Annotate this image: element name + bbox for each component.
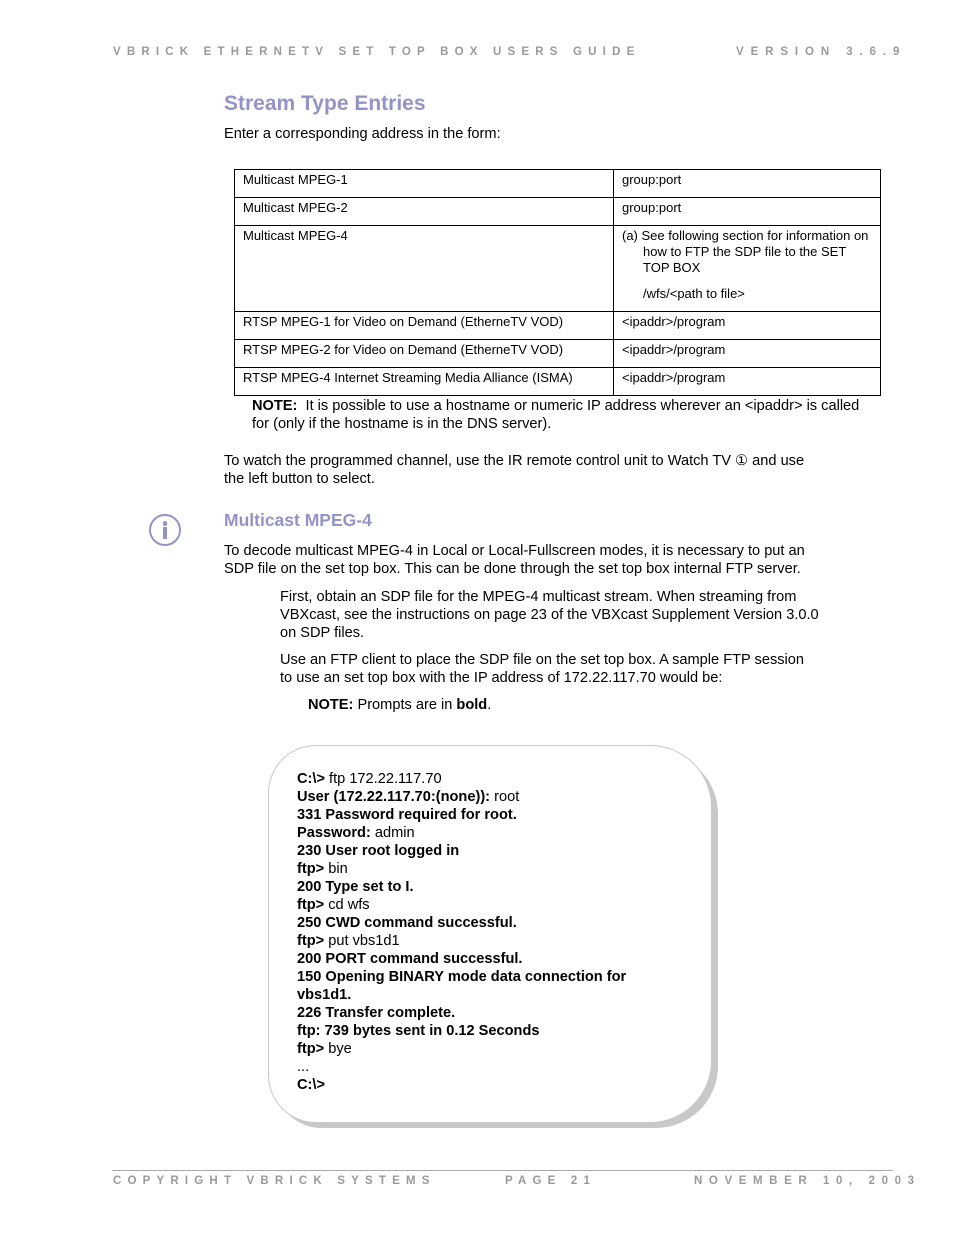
terminal-line: [297, 896, 626, 914]
terminal-prompt: ftp>: [297, 1041, 325, 1057]
watch-line: To watch the programmed channel, use the IR remote control unit to Watch TV ① and use: [224, 453, 805, 469]
ftp-session-transcript: [297, 770, 626, 1094]
terminal-input: cd wfs: [324, 897, 370, 913]
table-cell-address: group:port: [614, 198, 881, 226]
stream-type-table: [234, 169, 881, 396]
terminal-line: [297, 1076, 626, 1094]
note-text: Prompts are in: [353, 697, 457, 713]
section-intro: Enter a corresponding address in the form:: [224, 126, 501, 142]
note-prompts: [308, 696, 491, 714]
terminal-prompt: ftp: 739 bytes sent in 0.12 Seconds: [297, 1023, 540, 1039]
table-cell-address: [614, 226, 881, 312]
terminal-input: bye: [324, 1041, 352, 1057]
table-cell-type: Multicast MPEG-1: [235, 170, 614, 198]
terminal-line: [297, 1040, 626, 1058]
terminal-line: [297, 878, 626, 896]
paragraph-line: VBXcast, see the instructions on page 23 of the VBXcast Supplement Version 3.0.0: [280, 607, 819, 623]
paragraph-line: Use an FTP client to place the SDP file on the set top box. A sample FTP session: [280, 652, 805, 668]
terminal-prompt: 150 Opening BINARY mode data connection for: [297, 969, 627, 985]
terminal-input: root: [490, 789, 520, 805]
info-circle-icon: [149, 514, 181, 546]
running-header-title: VBRICK ETHERNETV SET TOP BOX USERS GUIDE: [113, 46, 641, 58]
paragraph-line: To decode multicast MPEG-4 in Local or Local-Fullscreen modes, it is necessary to put an: [224, 543, 805, 559]
footer-rule: [112, 1170, 893, 1171]
terminal-prompt: ftp>: [297, 861, 325, 877]
terminal-prompt: 250 CWD command successful.: [297, 915, 517, 931]
table-row: [235, 312, 881, 340]
table-cell-address-text: (a) See following section for information on how to FTP the SDP file to the SET TOP BOX: [622, 228, 869, 275]
note-hostname: [252, 397, 864, 433]
terminal-prompt: 200 PORT command successful.: [297, 951, 523, 967]
table-cell-address: group:port: [614, 170, 881, 198]
terminal-prompt: 200 Type set to I.: [297, 879, 414, 895]
terminal-prompt: vbs1d1.: [297, 987, 352, 1003]
table-cell-address: <ipaddr>/program: [614, 368, 881, 396]
table-row: [235, 170, 881, 198]
watch-line: the left button to select.: [224, 471, 375, 487]
table-cell-type: RTSP MPEG-2 for Video on Demand (EtherneTV VOD): [235, 340, 614, 368]
table-cell-address-path: /wfs/<path to file>: [643, 286, 745, 301]
footer-date: NOVEMBER 10, 2003: [694, 1175, 921, 1187]
table-row: [235, 226, 881, 312]
terminal-line: [297, 1004, 626, 1022]
table-cell-type: Multicast MPEG-2: [235, 198, 614, 226]
terminal-prompt: ftp>: [297, 933, 325, 949]
paragraph-line: SDP file on the set top box. This can be done through the set top box internal FTP server.: [224, 561, 801, 577]
paragraph-line: on SDP files.: [280, 625, 365, 641]
terminal-line: [297, 806, 626, 824]
table-cell-type: RTSP MPEG-1 for Video on Demand (EtherneTV VOD): [235, 312, 614, 340]
terminal-prompt: C:\>: [297, 771, 325, 787]
footer-copyright: COPYRIGHT VBRICK SYSTEMS: [113, 1175, 436, 1187]
terminal-input: admin: [370, 825, 415, 841]
watch-paragraph: [224, 452, 804, 488]
terminal-line: [297, 860, 626, 878]
terminal-line: [297, 968, 626, 986]
mpeg4-paragraph: [224, 542, 805, 578]
note-label: NOTE:: [308, 697, 354, 713]
paragraph-line: to use an set top box with the IP address of 172.22.117.70 would be:: [280, 670, 723, 686]
terminal-line: [297, 932, 626, 950]
terminal-line: [297, 770, 626, 788]
table-cell-address: <ipaddr>/program: [614, 312, 881, 340]
terminal-line: [297, 950, 626, 968]
terminal-line: [297, 986, 626, 1004]
running-header-version: VERSION 3.6.9: [736, 46, 907, 58]
terminal-input: ftp 172.22.117.70: [324, 771, 442, 787]
terminal-prompt: User (172.22.117.70:(none)):: [297, 789, 491, 805]
table-row: [235, 198, 881, 226]
note-text: It is possible to use a hostname or numeric IP address wherever an <ipaddr> is called for (only if the hostname is in the DNS server).: [252, 398, 860, 432]
terminal-input: ...: [297, 1059, 310, 1075]
table-cell-type: Multicast MPEG-4: [235, 226, 614, 312]
terminal-input: bin: [324, 861, 348, 877]
footer-page-number: PAGE 21: [505, 1175, 597, 1187]
terminal-line: [297, 1022, 626, 1040]
table-cell-type: RTSP MPEG-4 Internet Streaming Media Alliance (ISMA): [235, 368, 614, 396]
note-end: .: [487, 697, 492, 713]
table-cell-address: <ipaddr>/program: [614, 340, 881, 368]
sdp-paragraph: [280, 588, 819, 642]
terminal-line: [297, 914, 626, 932]
terminal-prompt: 331 Password required for root.: [297, 807, 517, 823]
terminal-prompt: 226 Transfer complete.: [297, 1005, 456, 1021]
note-bold-word: bold: [456, 697, 488, 713]
terminal-line: [297, 788, 626, 806]
terminal-prompt: C:\>: [297, 1077, 325, 1093]
section-title-stream-type-entries: Stream Type Entries: [224, 92, 426, 115]
ftp-paragraph: [280, 651, 804, 687]
terminal-prompt: 230 User root logged in: [297, 843, 460, 859]
section-title-multicast-mpeg4: Multicast MPEG-4: [224, 510, 372, 530]
terminal-prompt: ftp>: [297, 897, 325, 913]
terminal-line: [297, 1058, 626, 1076]
terminal-input: put vbs1d1: [324, 933, 400, 949]
terminal-line: [297, 824, 626, 842]
table-row: [235, 368, 881, 396]
terminal-line: [297, 842, 626, 860]
paragraph-line: First, obtain an SDP file for the MPEG-4 multicast stream. When streaming from: [280, 589, 797, 605]
note-label: NOTE:: [252, 398, 298, 414]
terminal-prompt: Password:: [297, 825, 371, 841]
table-row: [235, 340, 881, 368]
